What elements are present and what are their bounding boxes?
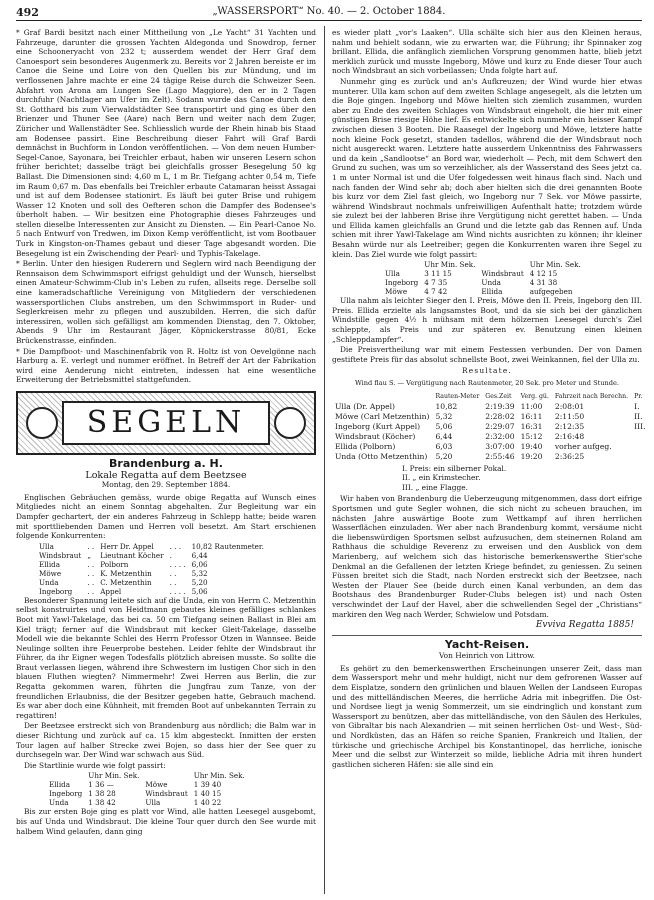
table-row	[382, 278, 584, 287]
entry-boat: Ulla	[39, 541, 54, 551]
result-pr	[631, 432, 648, 442]
results-note: Wind flau S. — Vergütigung nach Rautenmeter, 20 Sek. pro Meter und Stunde.	[355, 379, 619, 387]
entry-value: 10,82 Rautenmeter.	[191, 541, 264, 551]
goal-boat: Unda	[481, 278, 501, 288]
result-gz: 2:55:46	[485, 451, 515, 461]
result-fz: 2:08:01	[554, 401, 585, 411]
table-row	[36, 560, 267, 569]
entry-value: 6,06	[191, 559, 208, 569]
results-col-header: Rauten-Meter	[435, 392, 480, 400]
paragraph-berlin: * Berlin. Unter den hiesigen Ruderern und Seglern wird nach Beendigung der Rennsaison dem Schwimmsport eifrigst gehuldigt und der Wunsch, hierselbst einen Amateur-Schwimm-Club in's Leben zu rufen, allseits rege. Derselbe soll eine kameradschaftliche Vereinigung von Mitgliedern der verschiedenen wassersportlichen Clubs anstreben, um den Schwimmsport in Ruder- und Seglerkreisen mehr zu pflegen und auszubilden. Herren, die sich dafür interessiren, wollen sich gefälligst am kommenden Dienstag, den 7. Oktober, Abends 9 Uhr im Restaurant Jäger, Köpnickerstrasse 80/81, Ecke Brückenstrasse, einfinden.	[16, 259, 316, 345]
banner-frame	[62, 401, 270, 445]
result-fz: 2:36:25	[554, 451, 585, 461]
ornament-right-icon	[274, 407, 306, 439]
result-pr	[631, 452, 648, 462]
goal-time: 4 7 42	[424, 287, 448, 297]
table-row	[36, 569, 267, 578]
paragraph-first-buoy: Bis zur ersten Boje ging es platt vor Wind, alle hatten Leesegel ausgebomt, bis auf Unda und Windsbraut. Die kleine Tour quer durch den See wurde mit halbem Wind gelaufen, dann ging	[16, 807, 316, 836]
table-row	[36, 542, 267, 551]
start-boat: Windsbraut	[145, 789, 188, 799]
result-boat: Ingeborg (Kurt Appel)	[335, 421, 421, 431]
entry-sep: . .	[87, 577, 95, 587]
results-col-header	[332, 392, 432, 402]
entry-sep: . .	[87, 586, 95, 596]
table-row	[36, 578, 267, 587]
table-row	[332, 422, 649, 432]
entry-owner: Appel	[100, 586, 122, 596]
results-col-header: Ges.Zeit	[485, 392, 512, 400]
results-col-header: Verg. gü.	[520, 392, 549, 400]
entry-value: 5,06	[191, 586, 208, 596]
start-time: 1 36 —	[88, 780, 114, 790]
entry-dots: . .	[169, 568, 177, 578]
start-boat: Unda	[49, 798, 69, 808]
result-v: 19:40	[520, 441, 543, 451]
start-time: 1 38 42	[88, 798, 116, 808]
paragraph-start: Die Startlinie wurde wie folgt passirt:	[24, 760, 166, 770]
result-rm: 5,06	[435, 421, 453, 431]
paragraph-graf-bardi: * Graf Bardi besitzt nach einer Mittheilung von „Le Yacht“ 31 Yachten und Fahrzeuge, darunter die grossen Yachten Aldegonda und Snowdrop, ferner eine Schooneryacht von 232 t; ausserdem wendet der Herr Graf dem Canoesport sein besonderes Augenmerk zu. Bereits vor 2 Jahren bereiste er im Canoe die Seine und Loire von den Quellen bis zur Mündung, und im verflossenen Jahre machte er eine 24 tägige Reise durch die Schweizer Seen. Abfahrt von Arona am Lungen See (Lago Maggiore), den er in 2 Tagen durchfuhr (Nachtlager am Ufer im Zelt). Sodann wurde das Canoe durch den St. Gotthard bis zum Vierwaldstädter See transportirt und ging es über den Brienzer und Thuner See (Aare) nach Bern und weiter nach dem Zuger, Züricher und Wallenstädter See. Schliesslich wurde der Rhein hinab bis Staad am Bodensee passirt. Eine Beschreibung dieser Fahrt will Graf Bardi demnächst in Buchform in London veröffentlichen. — Von dem neuen Humber-Segel-Canoe, Sayonara, bei Treichler erbaut, haben wir unseren Lesern schon früher berichtet; dasselbe trägt bei gleichfalls grosser Besegelung 50 kg Ballast. Die Dimensionen sind: 4,60 m L, 1 m Br. Tiefgang achter 0,54 m, Tiefe im Raum 0,67 m. Das ebenfalls bei Treichler erbaute Catamaran heisst Assagai und ist auf dem Bodensee stationirt. Es läuft bei guter Brise und ruhigem Wasser 12 Knoten und soll des Oefteren schon die Dampfer des Bodensee's überholt haben. — Wir besitzen eine Photographie dieses Fahrzeuges und stellen dieselbe Interessenten zur Ansicht zu Diensten. — Ein Pearl-Canoe No. 5 nach Entwurf von Tredwen, im Dixon Kemp veröffentlicht, ist vom Bootbauer Turk in Kingston-on-Thames gebaut und dieser Tage abgesandt worden. Die Besegelung ist ein Zwischending der Pearl- und Typhis-Takelage.	[16, 28, 316, 258]
start-time: 1 39 40	[193, 780, 222, 790]
goal-boat: Möwe	[385, 287, 408, 297]
result-fz: 2:12:35	[554, 421, 585, 431]
start-boat: Möwe	[145, 780, 168, 790]
goal-time: aufgegeben	[529, 287, 573, 297]
table-row	[382, 287, 584, 296]
entry-value: 5,20	[191, 577, 208, 587]
result-boat: Windsbraut (Köcher)	[335, 431, 416, 441]
result-fz: 2:11:50	[554, 411, 585, 421]
result-rm: 5,20	[435, 451, 453, 461]
column-divider	[324, 26, 325, 894]
result-boat: Ellida (Polborn)	[335, 441, 396, 451]
entry-boat: Unda	[39, 577, 59, 587]
table-row	[36, 587, 267, 596]
result-boat: Ulla (Dr. Appel)	[335, 401, 395, 411]
goal-boat: Ellida	[481, 287, 503, 297]
table-row	[46, 789, 248, 798]
result-v: 19:20	[520, 451, 543, 461]
result-gz: 3:07:00	[485, 441, 515, 451]
result-v: 11:00	[520, 401, 543, 411]
table-row	[332, 412, 649, 422]
divider	[332, 635, 642, 636]
goal-boat: Ingeborg	[385, 278, 419, 288]
results-col-header: Pr.	[634, 392, 643, 400]
result-pr: I.	[634, 401, 640, 411]
ornament-left-icon	[26, 407, 58, 439]
results-table	[332, 392, 649, 462]
entry-dots: . . . .	[169, 586, 186, 596]
goal-table	[382, 260, 584, 296]
goal-boat: Windsbraut	[481, 269, 524, 279]
article-author: Von Heinrich von Littrow.	[438, 651, 536, 661]
result-rm: 6,03	[435, 441, 453, 451]
result-pr: III.	[634, 421, 646, 431]
result-pr: II.	[634, 411, 643, 421]
entry-dots: . . . .	[169, 559, 186, 569]
section-banner	[16, 391, 316, 455]
paragraph-conclusion: Wir haben von Brandenburg die Ueberzeugung mitgenommen, dass dort eifrige Sportsmen und gute Segler wohnen, die sich nicht zu scheuen brauchen, im nächsten Jahre auswärtige Boote zum Wettkampf auf ihren herrlichen Wasserflächen einzuladen. Wer aber nach Brandenburg kommt, versäume nicht die liebenswürdigen Sportsmen selbst aufzusuchen, dem steinernen Roland am Rathhaus die schuldige Reverenz zu erweisen und den Ausblick von dem Marienberg, auf welchem sich das historische bemerkenswerthe Stier'sche Denkmal an die Gefallenen der letzten Kriege befindet, zu geniessen. Zu seinen Füssen breitet sich die Stadt, nach Norden erstreckt sich der Beetzsee, nach Westen der Plauer See (beide durch einen Kanal verbunden, an dem das Bootshaus des Brandenburger Ruder-Clubs belegen ist) und nach Osten verschwindet der Lauf der Havel, aber die schwellenden Segel der „Christians“ markiren den Weg nach Werder, Schwielow und Potsdam.	[332, 494, 642, 619]
section-title: SEGELN	[86, 405, 246, 441]
entry-sep: . .	[87, 559, 95, 569]
entry-boat: Ingeborg	[39, 586, 73, 596]
entry-boat: Möwe	[39, 568, 62, 578]
entry-dots: . . .	[169, 541, 182, 551]
prize-item: II. „ ein Krimstecher.	[402, 473, 481, 483]
entry-owner: Polborn	[100, 559, 129, 569]
start-table	[46, 771, 248, 807]
results-col-header: Fahrzeit nach Berechn.	[554, 392, 629, 400]
left-column	[16, 28, 316, 837]
entry-value: 6,44	[191, 550, 208, 560]
result-fz: vorher aufgeg.	[554, 441, 612, 451]
result-rm: 6,44	[435, 431, 453, 441]
start-time: 1 40 22	[193, 798, 222, 808]
prize-item: III. „ eine Flagge.	[402, 482, 468, 492]
result-fz: 2:16:48	[554, 431, 585, 441]
entry-dots: . .	[169, 577, 177, 587]
table-row	[332, 402, 649, 412]
paragraph-prizes: Die Preisvertheilung war mit einem Festessen verbunden. Der von Damen gestiftete Preis für das absolut schnellste Boot, zwei Weinkannen, fiel der Ulla zu.	[332, 345, 642, 364]
signature: Evviva Regatta 1885!	[535, 620, 634, 631]
article-title-2: Yacht-Reisen.	[444, 637, 530, 651]
entry-value: 5,32	[191, 568, 208, 578]
table-row	[46, 798, 248, 807]
result-gz: 2:29:07	[485, 421, 515, 431]
entry-owner: Herr Dr. Appel	[100, 541, 154, 551]
goal-head-2: Uhr Min. Sek.	[529, 260, 581, 270]
start-boat: Ellida	[49, 780, 71, 790]
right-column	[332, 28, 646, 770]
goal-boat: Ulla	[385, 269, 400, 279]
start-time: 1 40 15	[193, 789, 222, 799]
table-row	[332, 432, 649, 442]
paragraph-intro: Englischen Gebräuchen gemäss, wurde obige Regatta auf Wunsch eines Mitgliedes nicht an einem Sonntag abgehalten. Zur Begleitung war ein Dampfer gechartert, der ein anderes Fahrzeug in Schlepp hatte; beide waren mit sporttliebenden Damen und Herren voll besetzt. Am Start erschienen folgende Konkurrenten:	[16, 492, 316, 541]
goal-time: 4 7 35	[424, 278, 448, 288]
entry-owner: Lieutnant Köcher	[100, 550, 164, 560]
paragraph-cruise: Nunmehr ging es zurück und an's Aufkreuzen; der Wind wurde hier etwas munterer. Ulla kam schon auf dem zweiten Schlage angesegelt, als die letzten um die Boje gingen. Ingeborg und Möwe hielten sich ziemlich zusammen, wurden aber zu Ende des zweiten Schlages von Windsbraut eingeholt, die hier mit einer günstigen Brise riesige Höhe lief. Es entwickelte sich nunmehr ein heisser Kampf zwischen diesen 3 Booten. Die Raasegel der Ingeborg und Möwe, letztere hatte noch kleine Fock gesetzt, standen tadellos, während die der Windsbraut noch nicht ausgereckt waren. Letztere hatte ausserdem Unkenntniss des Fahrwassers und da kein „Sandlootse“ an Bord war, wiederholt — Pech, mit dem Schwert den Grund zu suchen, was um so verzeihlicher, als der Wasserstand des Sees jetzt ca. 1 m unter Normal ist und die Ufer folgedessen weit hinaus flach sind. Nach und nach fanden der Wind sehr ab; doch aber hielten sich die drei genannten Boote bis kurz vor dem Ziel fast gleich, wo Ingeborg nur 7 Sek. vor Möwe passirte, während Windsbraut nochmals unfreiwilligen Aufenthalt hatte; trotzdem würde sie zulezt bei der lahberen Brise ihre Vergütigung nicht gerettet haben. — Unda und Ellida kamen gleichfalls an Grund und die letzte gab das Rennen auf. Unda schien mit ihrer Yawl-Takelage am Wind nichts ausrichten zu können; ihr kleiner Besahn würde nur als Leetreiber; gegen die Konkurrenten waren ihre Segel zu klein. Das Ziel wurde wie folgt passirt:	[332, 76, 642, 259]
entry-sep: . .	[87, 568, 95, 578]
paragraph-holtz: * Die Dampfboot- und Maschinenfabrik von R. Holtz ist von Oevelgönne nach Harburg a. E. verlegt und nummer eröffnet. In Betreff der Art der Fabrikation wird eine Aenderung nicht eintreten, indessen hat eine wesentliche Erweiterung der Betriebsmittel stattgefunden.	[16, 346, 316, 385]
result-gz: 2:28:02	[485, 411, 515, 421]
prize-item: I. Preis: ein silberner Pokal.	[402, 463, 507, 473]
prize-list	[402, 464, 642, 493]
start-head-2: Uhr Min. Sek.	[193, 771, 245, 781]
article-date: Montag, den 29. September 1884.	[101, 480, 231, 490]
start-boat: Ulla	[145, 798, 161, 808]
entry-boat: Ellida	[39, 559, 61, 569]
result-v: 15:12	[520, 431, 543, 441]
goal-time: 4 31 38	[529, 278, 558, 288]
start-time: 1 38 28	[88, 789, 116, 799]
page-number: 492	[16, 6, 39, 19]
paragraph-continued: es wieder platt „vor's Laaken“. Ulla schälte sich hier aus den Kleinen heraus, nahm und behielt sodann, wie zu erwarten war, die Führung; ihr Spinnaker zog brillant. Ellida, die anfänglich ziemlichen Vorsprung genommen hatte, blieb jetzt merklich zurück und musste Ingeborg, Möwe und kurz zu Ende dieser Tour auch noch Windsbraut an sich vorbeilassen; Unda folgte hart auf.	[332, 28, 642, 76]
paragraph-unda: Besonderer Spannung leitete sich auf die Unda, ein von Herrn C. Metzenthin selbst konstruirtes und von Heidtmann gebautes kleines gefälliges schlankes Boot mit Yawl-Takelage, das bei ca. 50 cm Tiefgang seinen Ballast in Blei am Kiel trägt; ferner auf die Windsbraut mit kecker Gleit-Takelage, dasselbe Modell wie die bekannte Schlei des Herrn Professor Otzen in Wannsee. Beide Neulinge sollten ihre Feuerprobe bestehen. Leider fehlte der Windsbraut ihr Führer, da ihr Eigner wegen Todesfalls plötzlich abreisen musste. So sollte die Braut verlassen liegen, während ihre Schwestern im lustigen Chor sich in den blauen Fluthen wiegten? Nimmermehr! Zwei Herren aus Berlin, die zur Regatta gekommen waren, führten die Jungfrau zum Tanze, von der freundlichen Erlaubniss, die der Besitzer gegeben hatte, Gebrauch machend. Es war aber doch eine Kühnheit, mit fremden Boot auf unbekannten Terrain zu regattiren!	[16, 595, 316, 720]
goal-head: Uhr Min. Sek.	[424, 260, 476, 270]
goal-time: 4 12 15	[529, 269, 558, 279]
result-rm: 10,82	[435, 401, 458, 411]
entries-table	[36, 542, 267, 596]
article-subtitle: Lokale Regatta auf dem Beetzsee	[85, 469, 247, 481]
table-row	[332, 452, 649, 462]
start-head: Uhr Min. Sek.	[88, 771, 140, 781]
goal-time: 3 11 15	[424, 269, 452, 279]
result-v: 16:11	[520, 411, 543, 421]
entry-boat: Windsbraut	[39, 550, 82, 560]
result-pr	[631, 442, 648, 452]
entry-owner: C. Metzenthin	[100, 577, 152, 587]
result-v: 16:31	[520, 421, 543, 431]
entry-sep: . .	[87, 541, 95, 551]
result-boat: Unda (Otto Metzenthin)	[335, 451, 428, 461]
paragraph-yacht-reisen: Es gehört zu den bemerkenswerthen Erscheinungen unserer Zeit, dass man dem Wassersport mehr und mehr huldigt, nicht nur dem gefrorenen Wasser auf dem Eisplatze, sondern den grünlichen und blauen Wellen der Landseen Europas und des mittelländischen Meeres, die herrliche Adria mit inbegriffen. Die Ost- und Nordsee liegt ja wenig Sommerzeit, um sie eindringlich und konstant zum Wassersport zu benützen, aber das mittelländische, von den Säulen des Herkules, von Gibraltar bis nach Alexandrien — mit seinen herrlichen Ost- und West-, Süd- und Nordküsten, das an Häfen so reiche Spanien, Frankreich und Italien, der türkische und griechische Archipel bis Konstantinopel, das herrliche, ionische Meer und die selbst zur Winterzeit so milde, liebliche Adria mit ihren hundert gastlichen sicheren Häfen: sie alle sind ein	[332, 663, 642, 769]
table-row	[36, 551, 267, 560]
paragraph-winners: Ulla nahm als leichter Sieger den I. Preis, Möwe den II. Preis, Ingeborg den III. Preis. Ellida erzielte als langsamstes Boot, und da sie sich bei der gänzlichen Windstille gegen 4½ h mühsam mit dem hölzernen Leesegel durch's Ziel schleppte, als Preis und zur späteren ev. Benutzung einen kleinen „Schleppdampfer“.	[332, 296, 642, 344]
paragraph-beetzsee: Der Beetzsee erstreckt sich von Brandenburg aus nördlich; die Balm war in dieser Richtung und zurück auf ca. 15 klm abgesteckt. Inmitten der ersten Tour lagen auf halber Strecke zwei Bojen, so dass hier der See quer zu durchsegeln war. Der Wind war schwach aus Süd.	[16, 721, 316, 760]
page-header	[16, 6, 642, 21]
result-gz: 2:32:00	[485, 431, 515, 441]
entry-sep: „	[87, 550, 92, 560]
result-boat: Möwe (Carl Metzenthin)	[335, 411, 430, 421]
entry-dots: .	[169, 550, 172, 560]
start-boat: Ingeborg	[49, 789, 83, 799]
table-row	[382, 269, 584, 278]
table-row	[332, 442, 649, 452]
article-title: Brandenburg a. H.	[109, 456, 223, 470]
results-title: Resultate.	[462, 366, 512, 376]
result-rm: 5,32	[435, 411, 453, 421]
masthead: „WASSERSPORT“ No. 40. — 2. October 1884.	[212, 6, 446, 17]
table-row	[46, 780, 248, 789]
entry-owner: K. Metzenthin	[100, 568, 152, 578]
result-gz: 2:19:39	[485, 401, 515, 411]
